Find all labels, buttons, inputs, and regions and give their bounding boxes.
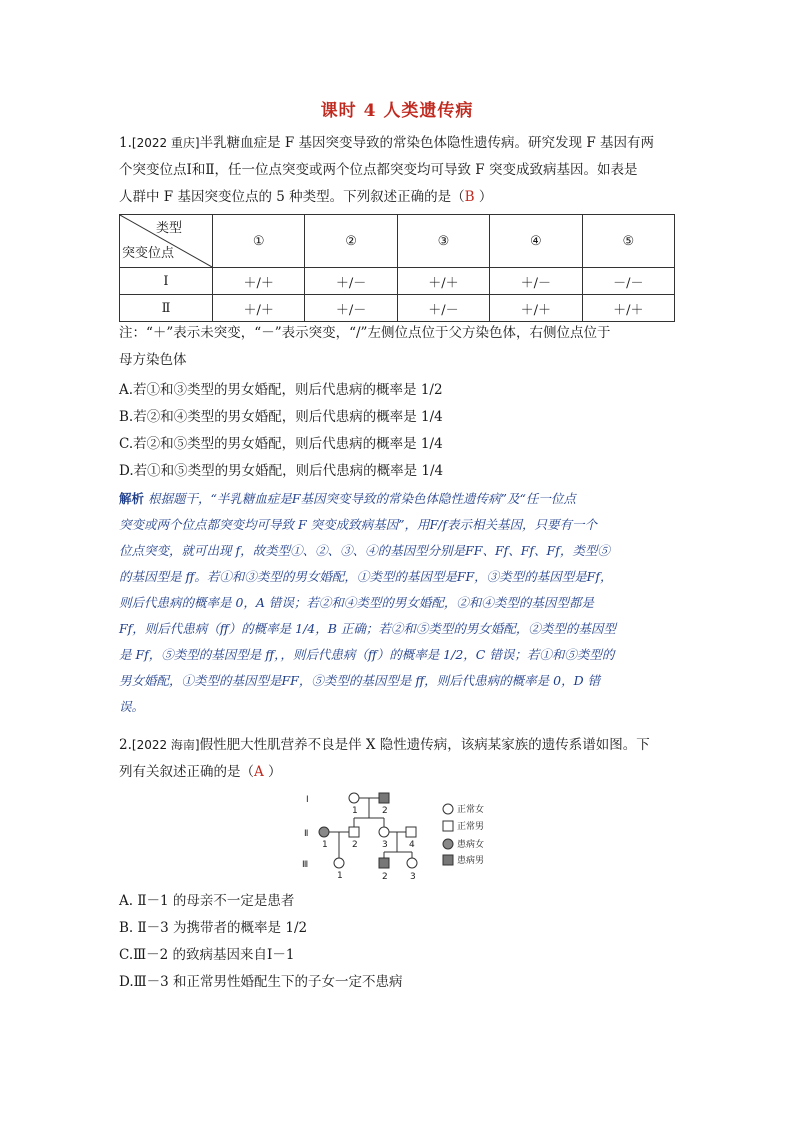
q2-stem-line-2: 列有关叙述正确的是（A ）: [119, 764, 282, 780]
table-cell: ＋/－: [305, 295, 397, 322]
q1-stem-line-2: 个突变位点Ⅰ和Ⅱ，任一位点突变或两个位点都突变均可导致 F 突变成致病基因。如表是: [119, 162, 638, 178]
ind-label: 3: [410, 872, 416, 882]
analysis-line: 解析 根据题干，“半乳糖血症是F基因突变导致的常染色体隐性遗传病”及“任一位点: [119, 491, 576, 506]
pedigree-iii1-normal-female: [334, 858, 344, 868]
pedigree-ii2-normal-male: [349, 827, 359, 837]
legend-normal-male-icon: [443, 821, 453, 831]
column-header: ③: [397, 215, 489, 268]
q1-table-note: [119, 320, 679, 374]
q2-answer: A: [254, 764, 264, 780]
column-header: ①: [213, 215, 305, 268]
row-header: Ⅰ: [120, 268, 213, 295]
column-header: ②: [305, 215, 397, 268]
row-header: Ⅱ: [120, 295, 213, 322]
q1-option-d: D.若①和⑤类型的男女婚配，则后代患病的概率是 1/4: [119, 463, 444, 479]
table-cell: ＋/＋: [213, 295, 305, 322]
table-cell: －/－: [582, 268, 674, 295]
table-cell: ＋/＋: [490, 295, 582, 322]
ind-label: 1: [352, 806, 358, 816]
ind-label: 2: [382, 872, 388, 882]
gen-label: Ⅱ: [304, 829, 309, 839]
q1-source: [2022 重庆]: [131, 136, 200, 150]
header-type-label: 类型: [155, 221, 182, 236]
ind-label: 2: [382, 806, 388, 816]
column-header: ⑤: [582, 215, 674, 268]
q2-stem-line-1: 2.[2022 海南]假性肥大性肌营养不良是伴 X 隐性遗传病，该病某家族的遗传系谱如图。下: [119, 737, 650, 753]
note-line-2: 母方染色体: [119, 352, 187, 368]
q1-stem-line-3: 人群中 F 基因突变位点的 5 种类型。下列叙述正确的是（B ）: [119, 189, 493, 205]
analysis-line: 位点突变，就可出现 f，故类型①、②、③、④的基因型分别是FF、Ff、Ff、Ff，类型⑤: [119, 543, 610, 558]
gen-label: Ⅲ: [302, 860, 309, 870]
analysis-line: 的基因型是 ff。若①和③类型的男女婚配，①类型的基因型是FF，③类型的基因型是Ff，: [119, 569, 613, 584]
table-cell: ＋/－: [397, 295, 489, 322]
legend-affected-female-icon: [443, 839, 453, 849]
table-header-row: [120, 215, 675, 268]
legend-label: 正常男: [457, 822, 485, 832]
legend-label: 患病女: [457, 840, 485, 850]
q2-option-b: B. Ⅱ－3 为携带者的概率是 1/2: [119, 920, 308, 936]
analysis-line: 突变或两个位点都突变均可导致 F 突变成致病基因”，用F/f表示相关基因，只要有一个: [119, 517, 598, 532]
q1-stem: [119, 130, 679, 211]
analysis-line: Ff，则后代患病（ff）的概率是 1/4，B 正确；若②和⑤类型的男女婚配，②类型的基因型: [119, 621, 616, 636]
table-row: [120, 295, 675, 322]
note-line-1: 注：“＋”表示未突变，“－”表示突变，“/”左侧位点位于父方染色体，右侧位点位于: [119, 325, 611, 341]
column-header: ④: [490, 215, 582, 268]
q1-stem-line-1: 1.[2022 重庆]半乳糖血症是 F 基因突变导致的常染色体隐性遗传病。研究发现 F 基因有两: [119, 135, 655, 151]
pedigree-iii2-affected-male: [379, 858, 389, 868]
ind-label: 1: [322, 840, 328, 850]
legend-label: 正常女: [457, 805, 485, 815]
ind-label: 4: [409, 840, 415, 850]
q2-stem: [119, 732, 679, 786]
q2-option-a: A. Ⅱ－1 的母亲不一定是患者: [119, 893, 295, 909]
pedigree-i2-affected-male: [379, 793, 389, 803]
q1-option-b: B.若②和④类型的男女婚配，则后代患病的概率是 1/4: [119, 409, 443, 425]
q1-answer: B: [464, 189, 475, 205]
legend-label: 患病男: [457, 856, 485, 866]
page-title: 课时 4 人类遗传病: [320, 101, 474, 121]
ind-label: 3: [382, 840, 388, 850]
table-cell: ＋/＋: [397, 268, 489, 295]
analysis-label: 解析: [119, 491, 145, 506]
ind-label: 1: [337, 871, 343, 881]
table-cell: ＋/＋: [582, 295, 674, 322]
table-cell: ＋/－: [305, 268, 397, 295]
q2-source: [2022 海南]: [131, 738, 200, 752]
q1-analysis: [119, 486, 679, 720]
ind-label: 2: [352, 840, 358, 850]
q2-option-c: C.Ⅲ－2 的致病基因来自Ⅰ－1: [119, 947, 295, 963]
pedigree-diagram: [300, 788, 500, 883]
analysis-line: 误。: [119, 699, 145, 714]
gen-label: Ⅰ: [306, 795, 309, 805]
pedigree-iii3-normal-female: [407, 858, 417, 868]
analysis-line: 男女婚配，①类型的基因型是FF，⑤类型的基因型是 ff，则后代患病的概率是 0，D 错: [119, 673, 601, 688]
q2-option-d: D.Ⅲ－3 和正常男性婚配生下的子女一定不患病: [119, 974, 403, 990]
header-site-label: 突变位点: [122, 246, 175, 261]
table-cell: ＋/－: [490, 268, 582, 295]
pedigree-ii4-normal-male: [406, 827, 416, 837]
table-cell: ＋/＋: [213, 268, 305, 295]
diagonal-header-cell: [120, 215, 213, 268]
legend-affected-male-icon: [443, 855, 453, 865]
pedigree-i1-normal-female: [349, 793, 359, 803]
analysis-line: 则后代患病的概率是 0，A 错误；若②和④类型的男女婚配，②和④类型的基因型都是: [119, 595, 594, 610]
q1-option-c: C.若②和⑤类型的男女婚配，则后代患病的概率是 1/4: [119, 436, 443, 452]
table-row: [120, 268, 675, 295]
q1-option-a: A.若①和③类型的男女婚配，则后代患病的概率是 1/2: [119, 382, 443, 398]
pedigree-ii1-affected-female: [319, 827, 329, 837]
legend-normal-female-icon: [443, 804, 453, 814]
pedigree-ii3-normal-female: [379, 827, 389, 837]
mutation-type-table: [119, 214, 675, 322]
analysis-line: 是 Ff，⑤类型的基因型是 ff，，则后代患病（ff）的概率是 1/2，C 错误；若①和⑤类型的: [119, 647, 615, 662]
